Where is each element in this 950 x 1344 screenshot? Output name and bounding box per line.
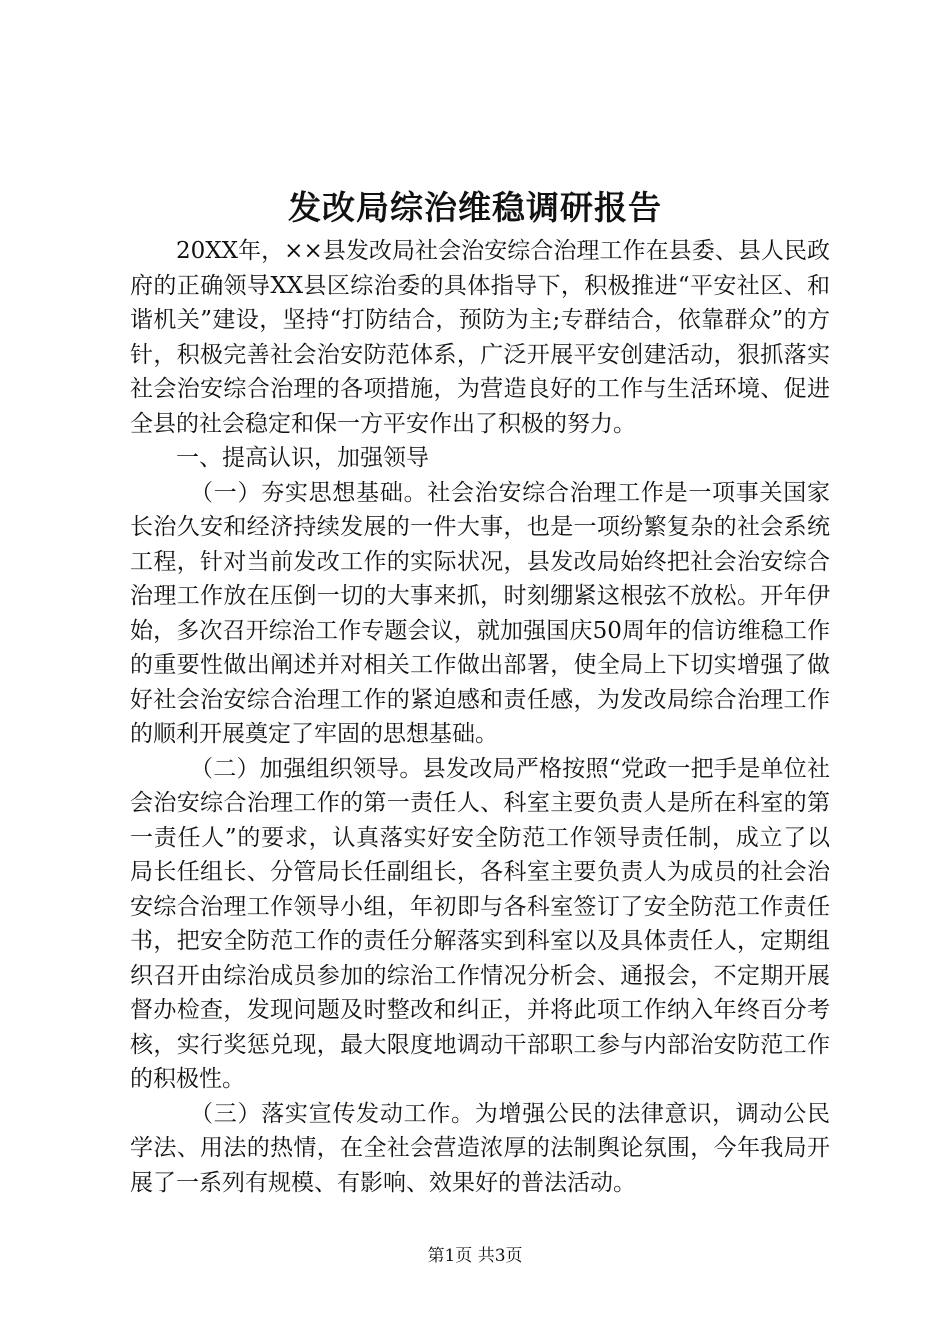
paragraph-2: （二）加强组织领导。县发改局严格按照“党政一把手是单位社会治安综合治理工作的第一责任人、科室主要负责人是所在科室的第一责任人”的要求，认真落实好安全防范工作领导责任制，成立了以局长任组长、分管局长任副组长，各科室主要负责人为成员的社会治安综合治理工作领导小组，年初即与各科室签订了安全防范工作责任书，把安全防范工作的责任分解落实到科室以及具体责任人，定期组织召开由综治成员参加的综治工作情况分析会、通报会，不定期开展督办检查，发现问题及时整改和纠正，并将此项工作纳入年终百分考核，实行奖惩兑现，最大限度地调动干部职工参与内部治安防范工作的积极性。 [130,755,830,1092]
paragraph-3: （三）落实宣传发动工作。为增强公民的法律意识，调动公民学法、用法的热情，在全社会营造浓厚的法制舆论氛围，今年我局开展了一系列有规模、有影响、效果好的普法活动。 [130,1100,830,1196]
section-heading-1: 一、提高认识，加强领导 [176,445,429,471]
intro-paragraph: 20XX年，××县发改局社会治安综合治理工作在县委、县人民政府的正确领导XX县区综治委的具体指导下，积极推进“平安社区、和谐机关”建设，坚持“打防结合，预防为主;专群结合，依靠群众”的方针，积极完善社会治安防范体系，广泛开展平安创建活动，狠抓落实社会治安综合治理的各项措施，为营造良好的工作与生活环境、促进全县的社会稳定和保一方平安作出了积极的努力。 [130,238,830,437]
document-title: 发改局综治维稳调研报告 [288,188,662,227]
document-body [130,234,830,1200]
paragraph-1: （一）夯实思想基础。社会治安综合治理工作是一项事关国家长治久安和经济持续发展的一件大事，也是一项纷繁复杂的社会系统工程，针对当前发改工作的实际状况，县发改局始终把社会治安综合治理工作放在压倒一切的大事来抓，时刻绷紧这根弦不放松。开年伊始，多次召开综治工作专题会议，就加强国庆50周年的信访维稳工作的重要性做出阐述并对相关工作做出部署，使全局上下切实增强了做好社会治安综合治理工作的紧迫感和责任感，为发改局综合治理工作的顺利开展奠定了牢固的思想基础。 [130,479,830,747]
page-footer: 第1页 共3页 [427,1246,523,1266]
